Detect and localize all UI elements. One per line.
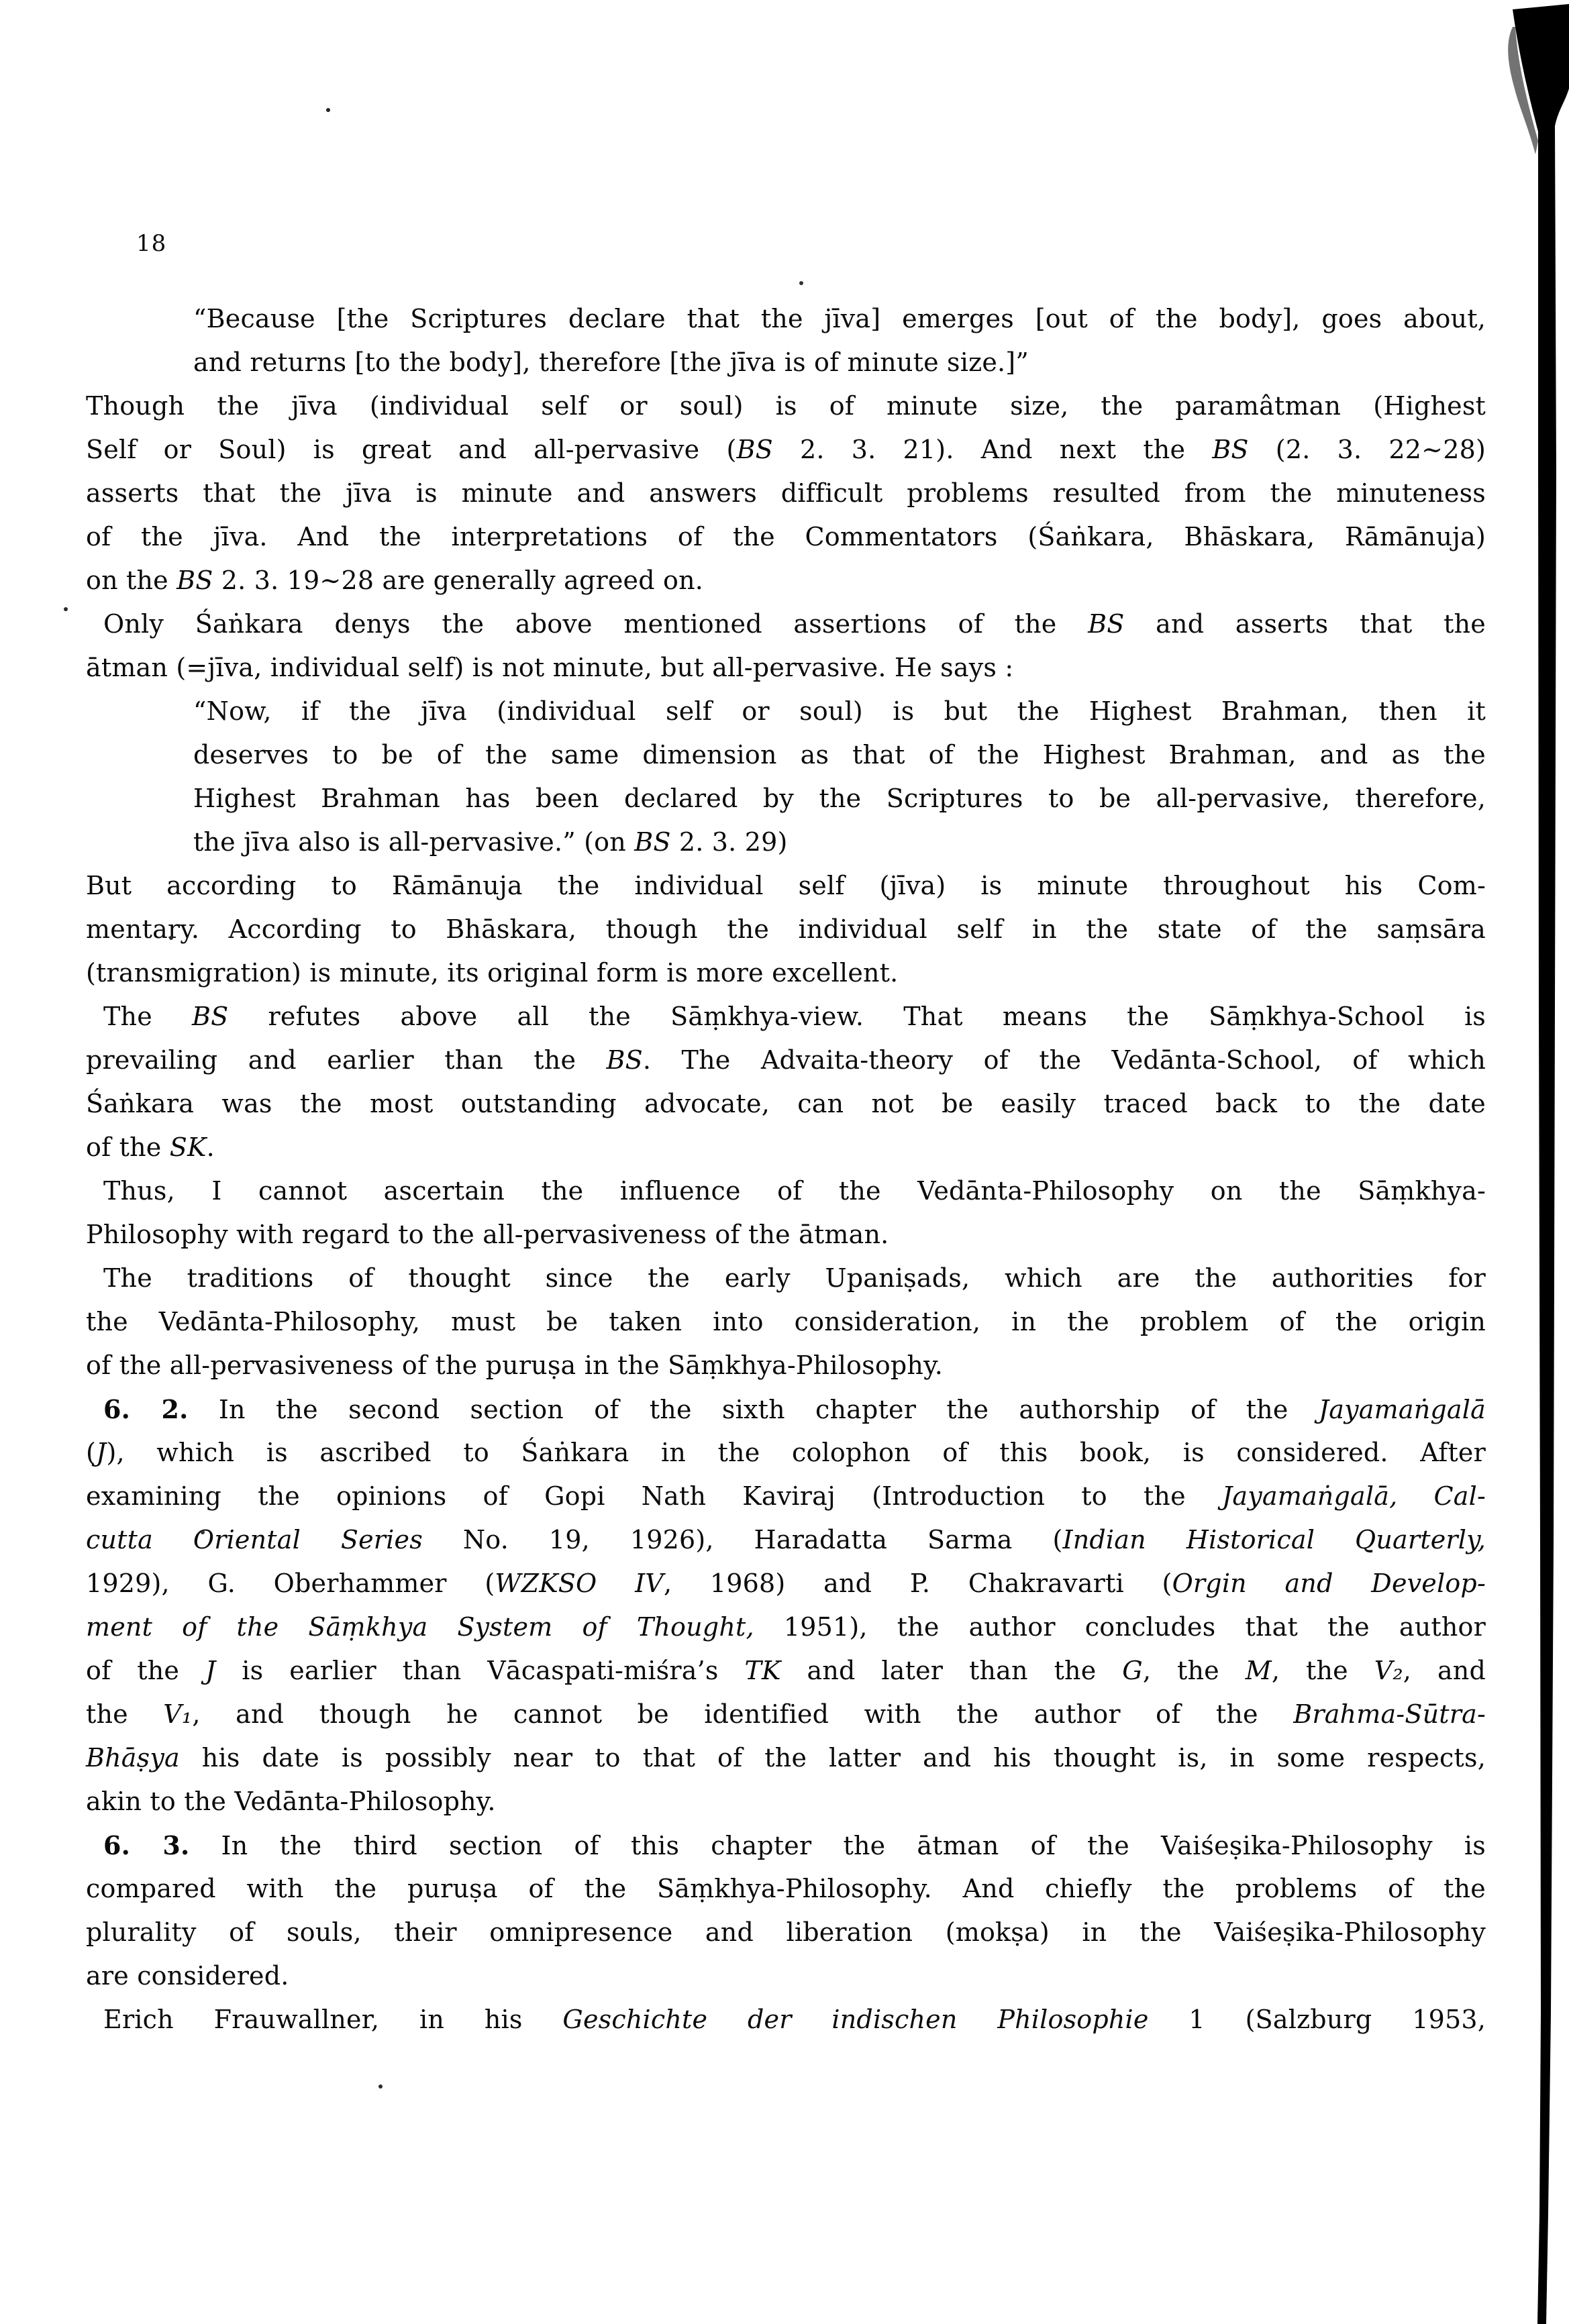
text-line [86, 1518, 1486, 1562]
text-segment: asserts that the jīva is minute and answers difficult problems resulted from the minuteness [86, 478, 1486, 508]
text-line [86, 602, 1486, 646]
text-line [86, 341, 1486, 384]
text-line [86, 1605, 1486, 1649]
text-segment: and later than the [780, 1656, 1123, 1685]
italic-text-segment: Geschichte der indischen Philosophie [562, 2005, 1149, 2034]
italic-text-segment: V₂ [1374, 1656, 1403, 1685]
italic-text-segment: ment of the Sāṃkhya System of Thought, [86, 1612, 754, 1642]
text-segment: mentary. According to Bhāskara, though the individual self in the state of the saṃsāra [86, 914, 1486, 944]
italic-text-segment: SK [169, 1132, 207, 1162]
italic-text-segment: J [205, 1656, 216, 1685]
page-number: 18 [136, 230, 167, 257]
text-segment: is earlier than Vācaspati-miśra’s [215, 1656, 745, 1685]
italic-text-segment: BS [1212, 435, 1249, 464]
text-segment: The traditions of thought since the early Upaniṣads, which are the authorities for [103, 1263, 1486, 1293]
scan-noise-specks [0, 0, 3, 3]
text-segment: In the third section of this chapter the ātman of the Vaiśeṣika-Philosophy is [189, 1831, 1486, 1860]
text-segment: compared with the puruṣa of the Sāṃkhya-Philosophy. And chiefly the problems of the [86, 1874, 1486, 1903]
text-line [86, 515, 1486, 559]
text-segment: 2. 3. 19~28 are generally agreed on. [213, 566, 704, 595]
text-line [86, 821, 1486, 864]
text-segment: In the second section of the sixth chapter the authorship of the [188, 1395, 1319, 1424]
text-line [86, 690, 1486, 733]
text-line [86, 1344, 1486, 1387]
text-line [86, 559, 1486, 602]
text-segment: ), which is ascribed to Śaṅkara in the colophon of this book, is considered. After [106, 1438, 1486, 1467]
text-line [86, 1257, 1486, 1300]
text-line [86, 646, 1486, 690]
text-segment: 2. 3. 29) [670, 827, 788, 857]
text-segment: Self or Soul) is great and all-pervasive ( [86, 435, 737, 464]
text-segment: and asserts that the [1124, 609, 1486, 639]
text-segment: “Now, if the jīva (individual self or soul) is but the Highest Brahman, then it [193, 696, 1486, 726]
text-segment: Śaṅkara was the most outstanding advocate, can not be easily traced back to the date [86, 1089, 1486, 1118]
text-segment: of the jīva. And the interpretations of the Commentators (Śaṅkara, Bhāskara, Rāmānuja) [86, 522, 1486, 551]
text-line [86, 1954, 1486, 1998]
text-line [86, 1562, 1486, 1605]
text-segment: , and [1403, 1656, 1486, 1685]
text-segment: his date is possibly near to that of the latter and his thought is, in some respects, [179, 1743, 1486, 1773]
text-segment: of the [86, 1132, 170, 1162]
text-line [86, 1431, 1486, 1475]
text-line [86, 1169, 1486, 1213]
text-segment: 2. 3. 21). And next the [772, 435, 1213, 464]
text-segment: plurality of souls, their omnipresence and liberation (mokṣa) in the Vaiśeṣika-Philosophy [86, 1917, 1486, 1947]
italic-text-segment: J [96, 1438, 107, 1467]
italic-text-segment: Bhāṣya [86, 1743, 180, 1773]
section-number: 6. 2. [103, 1394, 189, 1424]
text-segment: the jīva also is all-pervasive.” (on [193, 827, 635, 857]
text-line [86, 1213, 1486, 1257]
text-line [86, 472, 1486, 515]
text-segment: examining the opinions of Gopi Nath Kaviraj (Introduction to the [86, 1481, 1222, 1511]
text-segment: Erich Frauwallner, in his [103, 2005, 563, 2034]
text-line [86, 995, 1486, 1039]
text-segment: refutes above all the Sāṃkhya-view. That means the Sāṃkhya-School is [228, 1002, 1486, 1031]
italic-text-segment: Jayamaṅgalā, Cal- [1221, 1481, 1486, 1511]
text-line [86, 1387, 1486, 1431]
text-segment: on the [86, 566, 177, 595]
text-block [86, 297, 1486, 2042]
text-line [86, 1082, 1486, 1126]
text-line [86, 777, 1486, 821]
italic-text-segment: Indian Historical Quarterly, [1062, 1525, 1486, 1554]
text-segment: 1951), the author concludes that the author [754, 1612, 1486, 1642]
text-line [86, 297, 1486, 341]
text-segment: . The Advaita-theory of the Vedānta-School, of which [642, 1045, 1486, 1075]
text-line [86, 1736, 1486, 1780]
text-line [86, 1039, 1486, 1082]
text-segment: No. 19, 1926), Haradatta Sarma ( [422, 1525, 1063, 1554]
italic-text-segment: Orgin and Develop- [1172, 1569, 1486, 1598]
italic-text-segment: Brahma-Sūtra- [1293, 1699, 1486, 1729]
text-segment: akin to the Vedānta-Philosophy. [86, 1787, 496, 1816]
section-number: 6. 3. [103, 1830, 190, 1860]
text-segment: 1929), G. Oberhammer ( [86, 1569, 495, 1598]
text-line [86, 1300, 1486, 1344]
text-segment: Thus, I cannot ascertain the influence of the Vedānta-Philosophy on the Sāṃkhya- [103, 1176, 1486, 1206]
text-line [86, 384, 1486, 428]
text-segment: The [103, 1002, 193, 1031]
italic-text-segment: V₁ [163, 1699, 193, 1729]
text-segment: Philosophy with regard to the all-pervasiveness of the ātman. [86, 1220, 889, 1249]
text-segment: Though the jīva (individual self or soul) is of minute size, the paramâtman (Highest [86, 391, 1486, 421]
text-segment: the [86, 1699, 164, 1729]
italic-text-segment: BS [192, 1002, 229, 1031]
text-segment: 1 (Salzburg 1953, [1148, 2005, 1486, 2034]
italic-text-segment: M [1245, 1656, 1272, 1685]
italic-text-segment: Jayamaṅgalā [1318, 1395, 1486, 1424]
text-segment: , and though he cannot be identified with the author of the [192, 1699, 1294, 1729]
text-segment: , the [1271, 1656, 1374, 1685]
text-line [86, 1126, 1486, 1169]
text-segment: “Because [the Scriptures declare that the jīva] emerges [out of the body], goes about, [193, 304, 1486, 333]
text-line [86, 1780, 1486, 1824]
text-segment: ( [86, 1438, 97, 1467]
italic-text-segment: WZKSO IV [495, 1569, 664, 1598]
text-line [86, 1911, 1486, 1954]
text-segment: But according to Rāmānuja the individual self (jīva) is minute throughout his Com- [86, 871, 1486, 900]
text-segment: the Vedānta-Philosophy, must be taken into consideration, in the problem of the origin [86, 1307, 1486, 1336]
text-line [86, 733, 1486, 777]
text-line [86, 1649, 1486, 1693]
italic-text-segment: TK [744, 1656, 781, 1685]
text-line [86, 1998, 1486, 2042]
text-segment: ātman (=jīva, individual self) is not minute, but all-pervasive. He says : [86, 653, 1014, 682]
italic-text-segment: G [1122, 1656, 1143, 1685]
text-segment: Highest Brahman has been declared by the Scriptures to be all-pervasive, therefore, [193, 784, 1486, 813]
text-line [86, 864, 1486, 908]
text-segment: , the [1142, 1656, 1246, 1685]
italic-text-segment: BS [736, 435, 773, 464]
text-segment: of the all-pervasiveness of the puruṣa in the Sāṃkhya-Philosophy. [86, 1351, 944, 1380]
text-segment: (transmigration) is minute, its original form is more excellent. [86, 958, 899, 988]
italic-text-segment: cutta Oriental Series [86, 1525, 423, 1554]
text-segment: prevailing and earlier than the [86, 1045, 607, 1075]
italic-text-segment: BS [606, 1045, 643, 1075]
text-line [86, 1693, 1486, 1736]
text-line [86, 1867, 1486, 1911]
text-segment: . [206, 1132, 215, 1162]
text-segment: deserves to be of the same dimension as that of the Highest Brahman, and as the [193, 740, 1486, 770]
text-line [86, 1475, 1486, 1518]
italic-text-segment: BS [634, 827, 671, 857]
text-segment: (2. 3. 22~28) [1248, 435, 1486, 464]
text-line [86, 951, 1486, 995]
text-segment: and returns [to the body], therefore [the jīva is of minute size.]” [193, 348, 1029, 377]
text-segment: , 1968) and P. Chakravarti ( [663, 1569, 1172, 1598]
text-line [86, 428, 1486, 472]
italic-text-segment: BS [1088, 609, 1125, 639]
text-segment: Only Śaṅkara denys the above mentioned assertions of the [103, 609, 1089, 639]
text-segment: are considered. [86, 1961, 289, 1991]
italic-text-segment: BS [176, 566, 213, 595]
text-line [86, 1824, 1486, 1867]
text-line [86, 908, 1486, 951]
text-segment: of the [86, 1656, 205, 1685]
